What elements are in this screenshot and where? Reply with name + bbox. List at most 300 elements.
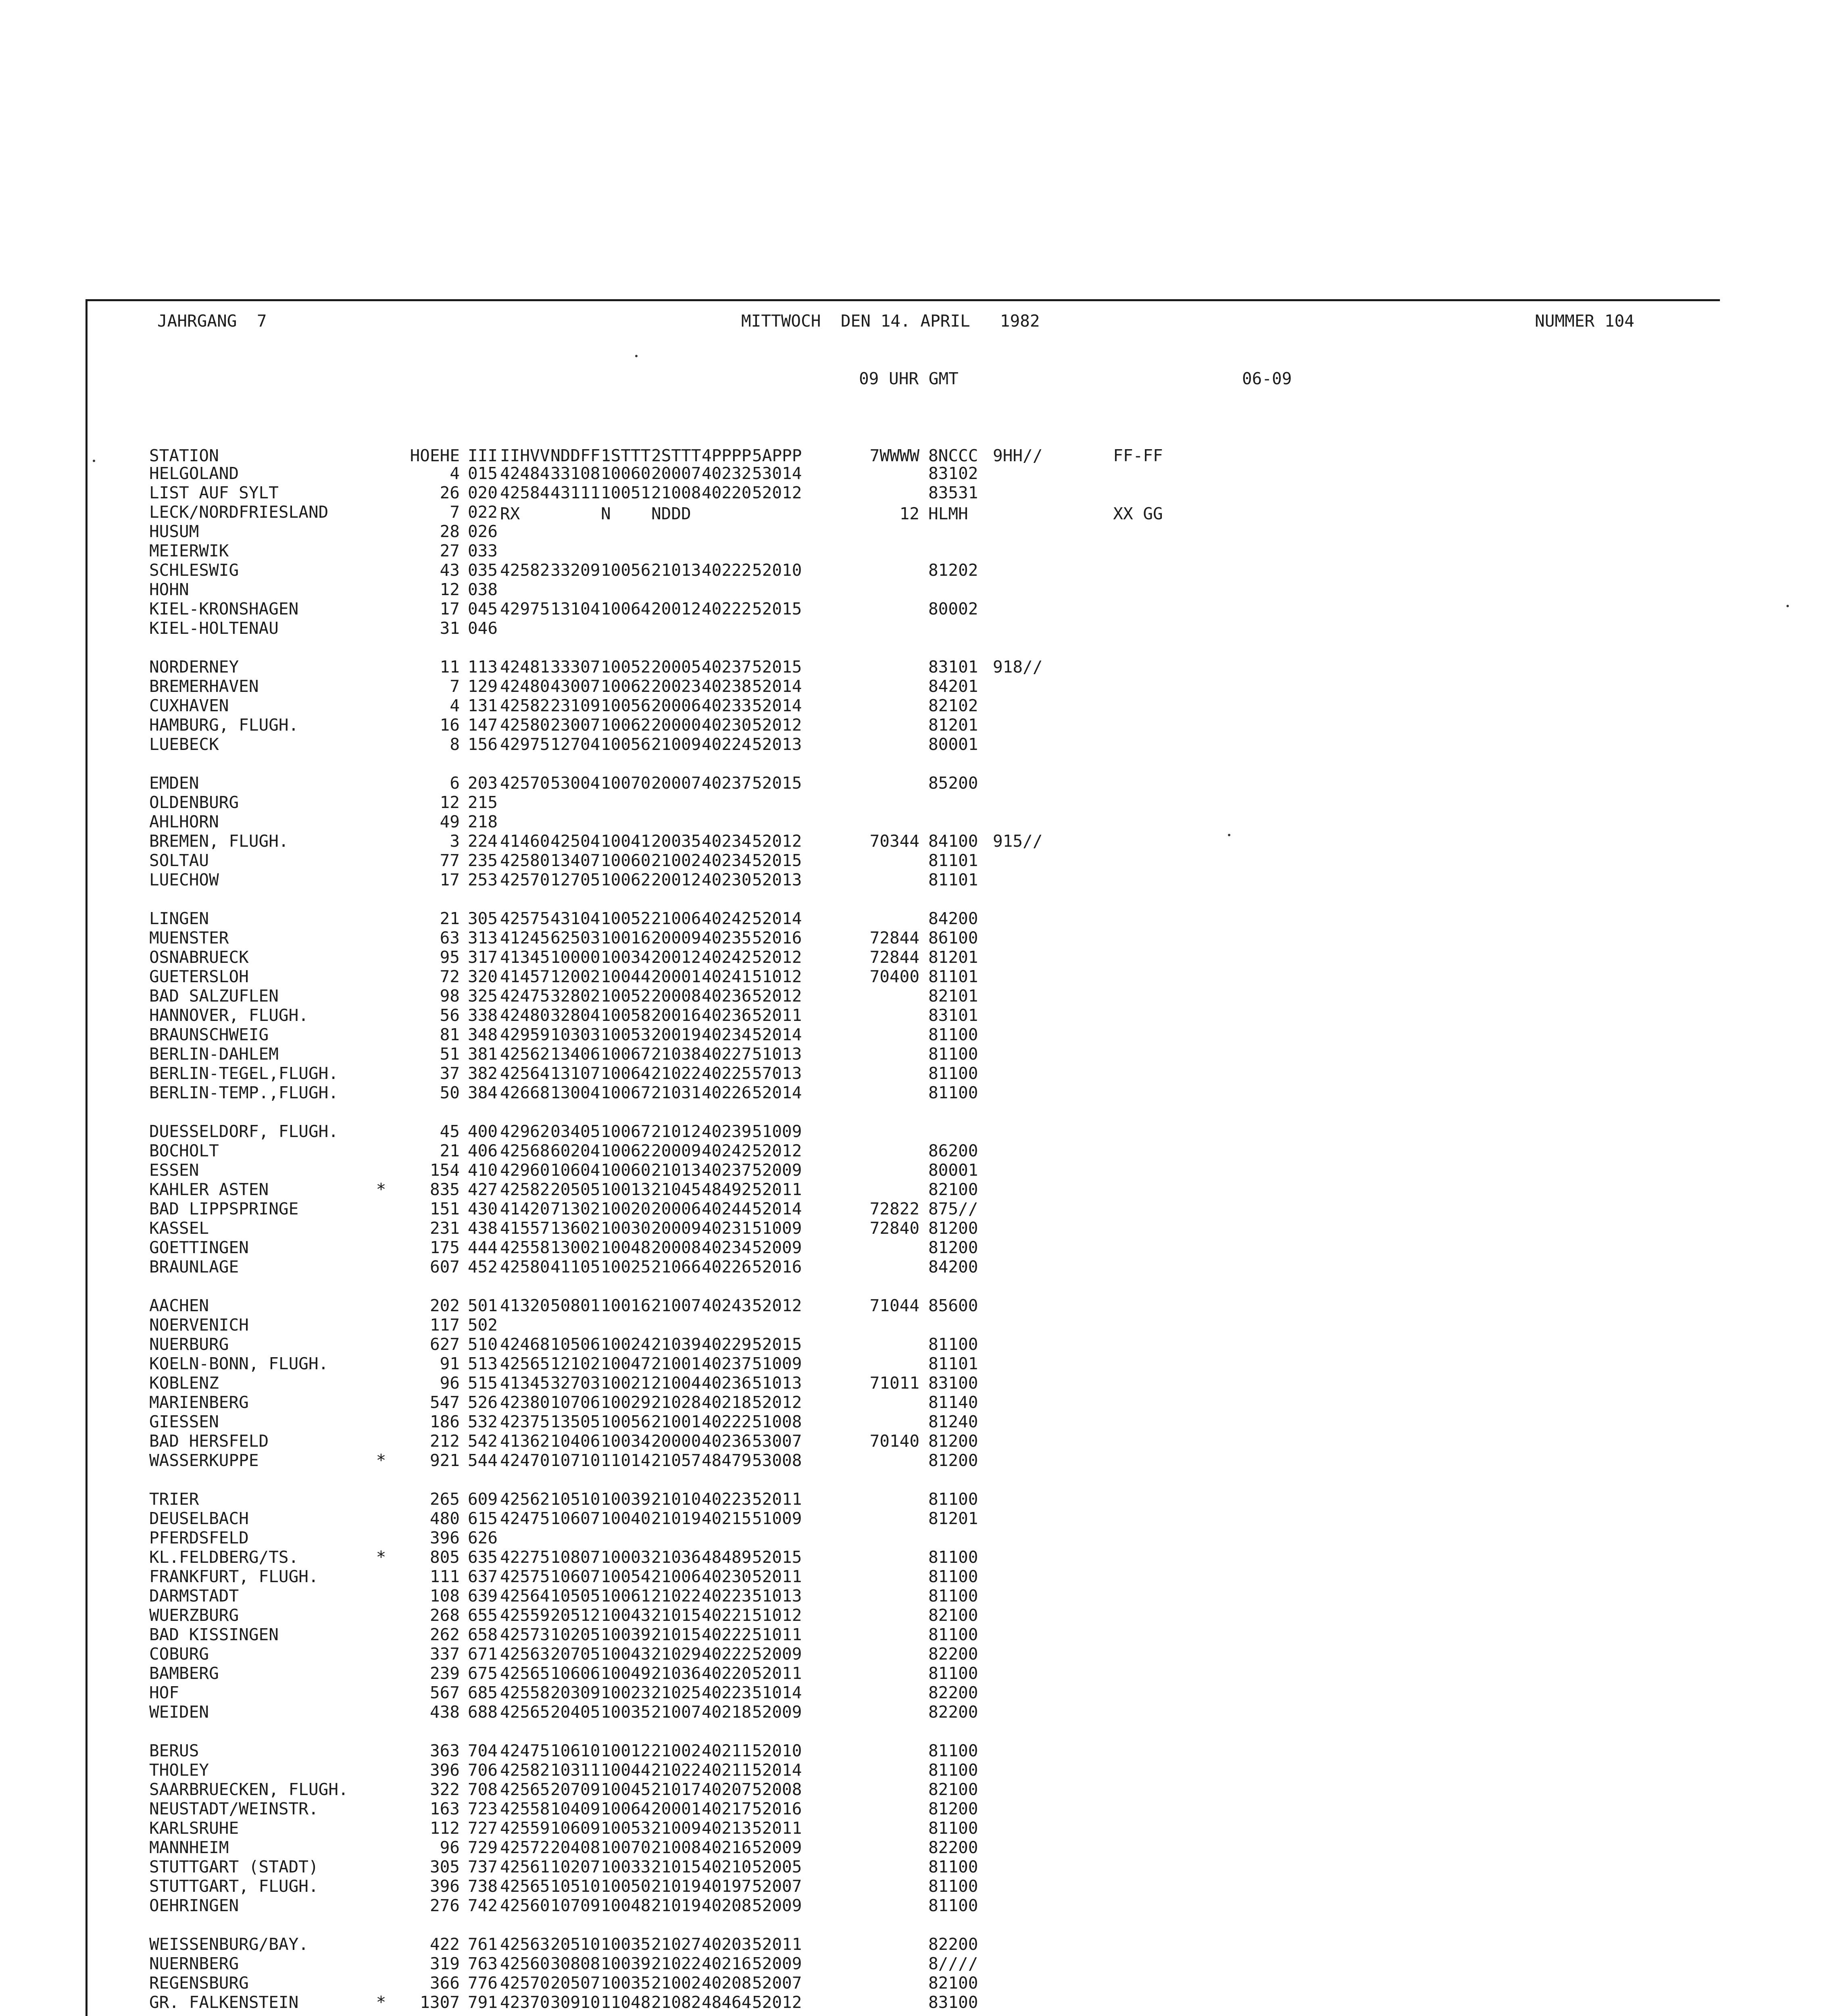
nddff-value: 60204 — [550, 1141, 600, 1160]
4pppp-value: 40207 — [702, 1780, 752, 1799]
nddff-value: 10607 — [550, 1509, 600, 1528]
iihvv-value: 42582 — [500, 1180, 550, 1199]
4pppp-value: 48479 — [702, 1451, 752, 1470]
observation-time: 09 UHR GMT — [859, 369, 959, 388]
station-row — [149, 1180, 1203, 1199]
station-name: OSNABRUECK — [149, 948, 249, 967]
hoehe-value: 49 — [440, 812, 460, 831]
station-name: NUERNBERG — [149, 1954, 239, 1973]
iii-value: 045 — [468, 599, 498, 619]
4pppp-value: 40216 — [702, 1954, 752, 1973]
5appp-value: 52012 — [752, 831, 802, 851]
nddff-value: 13505 — [550, 1412, 600, 1431]
col-iihvv: IIHVV — [500, 446, 550, 465]
5appp-value: 52012 — [752, 1393, 802, 1412]
station-name: KARLSRUHE — [149, 1818, 239, 1838]
station-name: SAARBRUECKEN, FLUGH. — [149, 1780, 348, 1799]
iihvv-value: 41460 — [500, 831, 550, 851]
group-spacer — [149, 754, 1203, 773]
2sttt-value: 20008 — [651, 1238, 701, 1257]
hoehe-value: 16 — [440, 715, 460, 735]
hoehe-value: 175 — [429, 1238, 460, 1257]
station-row — [149, 1296, 1203, 1315]
station-row — [149, 1586, 1203, 1606]
4pppp-value: 40210 — [702, 1857, 752, 1876]
station-row — [149, 773, 1203, 793]
8nccc-value: 82200 — [928, 1644, 978, 1664]
hoehe-value: 607 — [429, 1257, 460, 1277]
2sttt-value: 21082 — [651, 1993, 701, 2012]
1sttt-value: 10070 — [601, 1838, 651, 1857]
2sttt-value: 21017 — [651, 1780, 701, 1799]
hoehe-value: 276 — [429, 1896, 460, 1915]
station-name: GIESSEN — [149, 1412, 219, 1431]
1sttt-value: 10048 — [601, 1896, 651, 1915]
2sttt-value: 20005 — [651, 657, 701, 677]
iihvv-value: 42573 — [500, 1625, 550, 1644]
station-row — [149, 696, 1203, 715]
1sttt-value: 10060 — [601, 1160, 651, 1180]
hoehe-value: 95 — [440, 948, 460, 967]
4pppp-value: 40234 — [702, 831, 752, 851]
station-name: BOCHOLT — [149, 1141, 219, 1160]
8nccc-value: 86200 — [928, 1141, 978, 1160]
station-row — [149, 1606, 1203, 1625]
nddff-value: 33307 — [550, 657, 600, 677]
station-name: SOLTAU — [149, 851, 209, 870]
iihvv-value: 42565 — [500, 1354, 550, 1373]
1sttt-value: 10024 — [601, 1335, 651, 1354]
hoehe-value: 77 — [440, 851, 460, 870]
1sttt-value: 10067 — [601, 1083, 651, 1102]
col-nddff: NDDFF — [550, 446, 600, 465]
iii-value: 015 — [468, 464, 498, 483]
station-row — [149, 986, 1203, 1006]
1sttt-value: 10034 — [601, 948, 651, 967]
4pppp-value: 40216 — [702, 1838, 752, 1857]
5appp-value: 52012 — [752, 715, 802, 735]
5appp-value: 52009 — [752, 1702, 802, 1722]
nddff-value: 10505 — [550, 1586, 600, 1606]
iii-value: 381 — [468, 1044, 498, 1064]
station-name: BAD KISSINGEN — [149, 1625, 279, 1644]
8nccc-value: 82200 — [928, 1683, 978, 1702]
8nccc-value: 81100 — [928, 1896, 978, 1915]
1sttt-value: 10067 — [601, 1044, 651, 1064]
iii-value: 033 — [468, 541, 498, 560]
2sttt-value: 20012 — [651, 948, 701, 967]
4pppp-value: 40223 — [702, 1683, 752, 1702]
iihvv-value: 42572 — [500, 1838, 550, 1857]
4pppp-value: 40218 — [702, 1393, 752, 1412]
8nccc-value: 80002 — [928, 599, 978, 619]
hoehe-value: 12 — [440, 793, 460, 812]
iihvv-value: 41345 — [500, 948, 550, 967]
hoehe-value: 96 — [440, 1838, 460, 1857]
iii-value: 038 — [468, 580, 498, 599]
iii-value: 203 — [468, 773, 498, 793]
station-row — [149, 1199, 1203, 1218]
8nccc-value: 8//// — [928, 1954, 978, 1973]
2sttt-value: 21022 — [651, 1064, 701, 1083]
7wwww-value: 70140 — [869, 1431, 919, 1451]
station-name: GOETTINGEN — [149, 1238, 249, 1257]
hoehe-value: 363 — [429, 1741, 460, 1760]
col-station: STATION — [149, 446, 219, 465]
col-hlmh: HLMH — [928, 504, 968, 523]
nddff-value: 13407 — [550, 851, 600, 870]
7wwww-value: 70344 — [869, 831, 919, 851]
station-row — [149, 1799, 1203, 1818]
iii-value: 147 — [468, 715, 498, 735]
1sttt-value: 10041 — [601, 831, 651, 851]
station-row — [149, 1064, 1203, 1083]
1sttt-value: 10064 — [601, 599, 651, 619]
hoehe-value: 21 — [440, 909, 460, 928]
col-4pppp: 4PPPP — [702, 446, 752, 465]
1sttt-value: 10003 — [601, 1547, 651, 1567]
5appp-value: 51009 — [752, 1218, 802, 1238]
hoehe-value: 8 — [450, 735, 460, 754]
2sttt-value: 21019 — [651, 1896, 701, 1915]
station-name: BRAUNLAGE — [149, 1257, 239, 1277]
iii-value: 400 — [468, 1122, 498, 1141]
iii-value: 235 — [468, 851, 498, 870]
station-name: BERLIN-DAHLEM — [149, 1044, 279, 1064]
hoehe-value: 422 — [429, 1935, 460, 1954]
station-name: MANNHEIM — [149, 1838, 229, 1857]
8nccc-value: 81101 — [928, 851, 978, 870]
iii-value: 438 — [468, 1218, 498, 1238]
1sttt-value: 10051 — [601, 483, 651, 502]
station-name: LIST AUF SYLT — [149, 483, 279, 502]
hoehe-value: 4 — [450, 696, 460, 715]
iihvv-value: 42370 — [500, 1993, 550, 2012]
hoehe-value: 63 — [440, 928, 460, 948]
iihvv-value: 42564 — [500, 1586, 550, 1606]
5appp-value: 52010 — [752, 560, 802, 580]
8nccc-value: 81202 — [928, 560, 978, 580]
station-row — [149, 1876, 1203, 1896]
iihvv-value: 42565 — [500, 1702, 550, 1722]
station-name: ESSEN — [149, 1160, 199, 1180]
1sttt-value: 10034 — [601, 1431, 651, 1451]
iihvv-value: 42584 — [500, 483, 550, 502]
iihvv-value: 42558 — [500, 1683, 550, 1702]
4pppp-value: 40241 — [702, 967, 752, 986]
5appp-value: 52012 — [752, 1296, 802, 1315]
station-name: BAMBERG — [149, 1664, 219, 1683]
station-row — [149, 1354, 1203, 1373]
nddff-value: 20709 — [550, 1780, 600, 1799]
iii-value: 348 — [468, 1025, 498, 1044]
col-hoehe: HOEHE — [410, 446, 460, 465]
8nccc-value: 81200 — [928, 1451, 978, 1470]
station-row — [149, 677, 1203, 696]
1sttt-value: 10062 — [601, 1141, 651, 1160]
nddff-value: 33108 — [550, 464, 600, 483]
4pppp-value: 40230 — [702, 870, 752, 889]
iii-value: 313 — [468, 928, 498, 948]
4pppp-value: 40234 — [702, 851, 752, 870]
iii-value: 020 — [468, 483, 498, 502]
station-name: AACHEN — [149, 1296, 209, 1315]
nddff-value: 10409 — [550, 1799, 600, 1818]
8nccc-value: 82100 — [928, 1780, 978, 1799]
iihvv-value: 42560 — [500, 1896, 550, 1915]
hoehe-value: 50 — [440, 1083, 460, 1102]
5appp-value: 52010 — [752, 1741, 802, 1760]
nddff-value: 10000 — [550, 948, 600, 967]
1sttt-value: 10021 — [601, 1373, 651, 1393]
iihvv-value: 42582 — [500, 560, 550, 580]
4pppp-value: 40211 — [702, 1741, 752, 1760]
station-name: LECK/NORDFRIESLAND — [149, 502, 329, 522]
5appp-value: 51011 — [752, 1625, 802, 1644]
2sttt-value: 21010 — [651, 1489, 701, 1509]
station-row — [149, 1528, 1203, 1547]
4pppp-value: 40222 — [702, 1625, 752, 1644]
4pppp-value: 40215 — [702, 1509, 752, 1528]
2sttt-value: 21013 — [651, 560, 701, 580]
iii-value: 501 — [468, 1296, 498, 1315]
station-name: EMDEN — [149, 773, 199, 793]
1sttt-value: 10044 — [601, 967, 651, 986]
2sttt-value: 21002 — [651, 1973, 701, 1993]
5appp-value: 52008 — [752, 1780, 802, 1799]
2sttt-value: 21066 — [651, 1257, 701, 1277]
iii-value: 046 — [468, 619, 498, 638]
5appp-value: 52015 — [752, 1335, 802, 1354]
iii-value: 729 — [468, 1838, 498, 1857]
iii-value: 685 — [468, 1683, 498, 1702]
station-name: SCHLESWIG — [149, 560, 239, 580]
nddff-value: 03405 — [550, 1122, 600, 1141]
station-name: DEUSELBACH — [149, 1509, 249, 1528]
1sttt-value: 10043 — [601, 1606, 651, 1625]
1sttt-value: 10023 — [601, 1683, 651, 1702]
hoehe-value: 438 — [429, 1702, 460, 1722]
station-name: BAD HERSFELD — [149, 1431, 269, 1451]
station-name: BAD LIPPSPRINGE — [149, 1199, 299, 1218]
4pppp-value: 40230 — [702, 715, 752, 735]
station-name: DUESSELDORF, FLUGH. — [149, 1122, 338, 1141]
nddff-value: 43111 — [550, 483, 600, 502]
5appp-value: 52016 — [752, 928, 802, 948]
iihvv-value: 42475 — [500, 1741, 550, 1760]
iii-value: 675 — [468, 1664, 498, 1683]
4pppp-value: 40236 — [702, 986, 752, 1006]
iii-value: 609 — [468, 1489, 498, 1509]
station-name: WUERZBURG — [149, 1606, 239, 1625]
2sttt-value: 20012 — [651, 599, 701, 619]
1sttt-value: 10044 — [601, 1760, 651, 1780]
8nccc-value: 81201 — [928, 948, 978, 967]
iihvv-value: 41457 — [500, 967, 550, 986]
station-name: KIEL-HOLTENAU — [149, 619, 279, 638]
iihvv-value: 42959 — [500, 1025, 550, 1044]
2sttt-value: 21001 — [651, 1412, 701, 1431]
station-name: KL.FELDBERG/TS. — [149, 1547, 299, 1567]
station-name: OLDENBURG — [149, 793, 239, 812]
nddff-value: 10506 — [550, 1335, 600, 1354]
8nccc-value: 81100 — [928, 1044, 978, 1064]
8nccc-value: 81100 — [928, 1025, 978, 1044]
1sttt-value: 10012 — [601, 1741, 651, 1760]
nddff-value: 20512 — [550, 1606, 600, 1625]
iihvv-value: 41420 — [500, 1199, 550, 1218]
hoehe-value: 12 — [440, 580, 460, 599]
2sttt-value: 21004 — [651, 1373, 701, 1393]
iihvv-value: 42562 — [500, 1489, 550, 1509]
8nccc-value: 82200 — [928, 1838, 978, 1857]
nddff-value: 12002 — [550, 967, 600, 986]
nddff-value: 10303 — [550, 1025, 600, 1044]
2sttt-value: 21019 — [651, 1876, 701, 1896]
hoehe-value: 11 — [440, 657, 460, 677]
iii-value: 253 — [468, 870, 498, 889]
iihvv-value: 41245 — [500, 928, 550, 948]
5appp-value: 52015 — [752, 1547, 802, 1567]
4pppp-value: 40218 — [702, 1702, 752, 1722]
2sttt-value: 20012 — [651, 870, 701, 889]
8nccc-value: 81200 — [928, 1799, 978, 1818]
hoehe-value: 21 — [440, 1141, 460, 1160]
2sttt-value: 20006 — [651, 696, 701, 715]
8nccc-value: 82200 — [928, 1702, 978, 1722]
iihvv-value: 42468 — [500, 1335, 550, 1354]
8nccc-value: 83101 — [928, 1006, 978, 1025]
station-row — [149, 793, 1203, 812]
nddff-value: 20405 — [550, 1702, 600, 1722]
iihvv-value: 42565 — [500, 1876, 550, 1896]
iii-value: 761 — [468, 1935, 498, 1954]
5appp-value: 52016 — [752, 1257, 802, 1277]
8nccc-value: 81100 — [928, 1083, 978, 1102]
col-2sttt: 2STTT — [651, 446, 701, 465]
1sttt-value: 10062 — [601, 715, 651, 735]
station-name: NEUSTADT/WEINSTR. — [149, 1799, 319, 1818]
station-name: NUERBURG — [149, 1335, 229, 1354]
hoehe-value: 262 — [429, 1625, 460, 1644]
iii-value: 131 — [468, 696, 498, 715]
station-name: MUENSTER — [149, 928, 229, 948]
nddff-value: 13104 — [550, 599, 600, 619]
nddff-value: 32804 — [550, 1006, 600, 1025]
station-name: BRAUNSCHWEIG — [149, 1025, 269, 1044]
nddff-value: 20505 — [550, 1180, 600, 1199]
iii-value: 317 — [468, 948, 498, 967]
5appp-value: 52011 — [752, 1567, 802, 1586]
hoehe-value: 7 — [450, 677, 460, 696]
station-row — [149, 1664, 1203, 1683]
iii-value: 338 — [468, 1006, 498, 1025]
station-row — [149, 1954, 1203, 1973]
nddff-value: 32703 — [550, 1373, 600, 1393]
4pppp-value: 40220 — [702, 483, 752, 502]
4pppp-value: 48492 — [702, 1180, 752, 1199]
8nccc-value: 84100 — [928, 831, 978, 851]
1sttt-value: 10058 — [601, 1006, 651, 1025]
iii-value: 515 — [468, 1373, 498, 1393]
iii-value: 156 — [468, 735, 498, 754]
iihvv-value: 42570 — [500, 870, 550, 889]
nddff-value: 32802 — [550, 986, 600, 1006]
station-row — [149, 870, 1203, 889]
station-row — [149, 1896, 1203, 1915]
nddff-value: 20705 — [550, 1644, 600, 1664]
col-8nccc: 8NCCC — [928, 446, 978, 465]
5appp-value: 53014 — [752, 464, 802, 483]
col-5appp: 5APPP — [752, 446, 802, 465]
8nccc-value: 83102 — [928, 464, 978, 483]
5appp-value: 52011 — [752, 1935, 802, 1954]
8nccc-value: 82100 — [928, 1606, 978, 1625]
5appp-value: 52012 — [752, 483, 802, 502]
iihvv-value: 42480 — [500, 677, 550, 696]
8nccc-value: 81200 — [928, 1218, 978, 1238]
nddff-value: 10606 — [550, 1664, 600, 1683]
hoehe-value: 396 — [429, 1528, 460, 1547]
hoehe-value: 28 — [440, 522, 460, 541]
hoehe-value: 547 — [429, 1393, 460, 1412]
station-row — [149, 1567, 1203, 1586]
hoehe-value: 17 — [440, 599, 460, 619]
station-row — [149, 657, 1203, 677]
iii-value: 532 — [468, 1412, 498, 1431]
5appp-value: 52005 — [752, 1857, 802, 1876]
station-row — [149, 1335, 1203, 1354]
4pppp-value: 40234 — [702, 1238, 752, 1257]
col-rx: RX — [500, 504, 520, 523]
8nccc-value: 81100 — [928, 1064, 978, 1083]
station-row — [149, 1760, 1203, 1780]
iii-value: 430 — [468, 1199, 498, 1218]
iihvv-value: 42558 — [500, 1238, 550, 1257]
8nccc-value: 81101 — [928, 1354, 978, 1373]
iihvv-value: 42962 — [500, 1122, 550, 1141]
iihvv-value: 42565 — [500, 1780, 550, 1799]
nddff-value: 10709 — [550, 1896, 600, 1915]
station-row — [149, 483, 1203, 502]
1sttt-value: 10054 — [601, 1567, 651, 1586]
iii-value: 737 — [468, 1857, 498, 1876]
nddff-value: 10807 — [550, 1547, 600, 1567]
iii-value: 026 — [468, 522, 498, 541]
nddff-value: 10706 — [550, 1393, 600, 1412]
iii-value: 452 — [468, 1257, 498, 1277]
2sttt-value: 21001 — [651, 1354, 701, 1373]
hoehe-value: 921 — [429, 1451, 460, 1470]
2sttt-value: 21007 — [651, 1702, 701, 1722]
station-row — [149, 1373, 1203, 1393]
station-name: NOERVENICH — [149, 1315, 249, 1335]
5appp-value: 52012 — [752, 1993, 802, 2012]
1sttt-value: 10045 — [601, 1780, 651, 1799]
8nccc-value: 85600 — [928, 1296, 978, 1315]
iihvv-value: 42668 — [500, 1083, 550, 1102]
group-spacer — [149, 889, 1203, 909]
8nccc-value: 81100 — [928, 1567, 978, 1586]
1sttt-value: 10060 — [601, 464, 651, 483]
8nccc-value: 83100 — [928, 1993, 978, 2012]
hoehe-value: 51 — [440, 1044, 460, 1064]
scan-speck — [93, 460, 95, 462]
4pppp-value: 40222 — [702, 1644, 752, 1664]
2sttt-value: 20000 — [651, 715, 701, 735]
station-row — [149, 1393, 1203, 1412]
8nccc-value: 81100 — [928, 1818, 978, 1838]
